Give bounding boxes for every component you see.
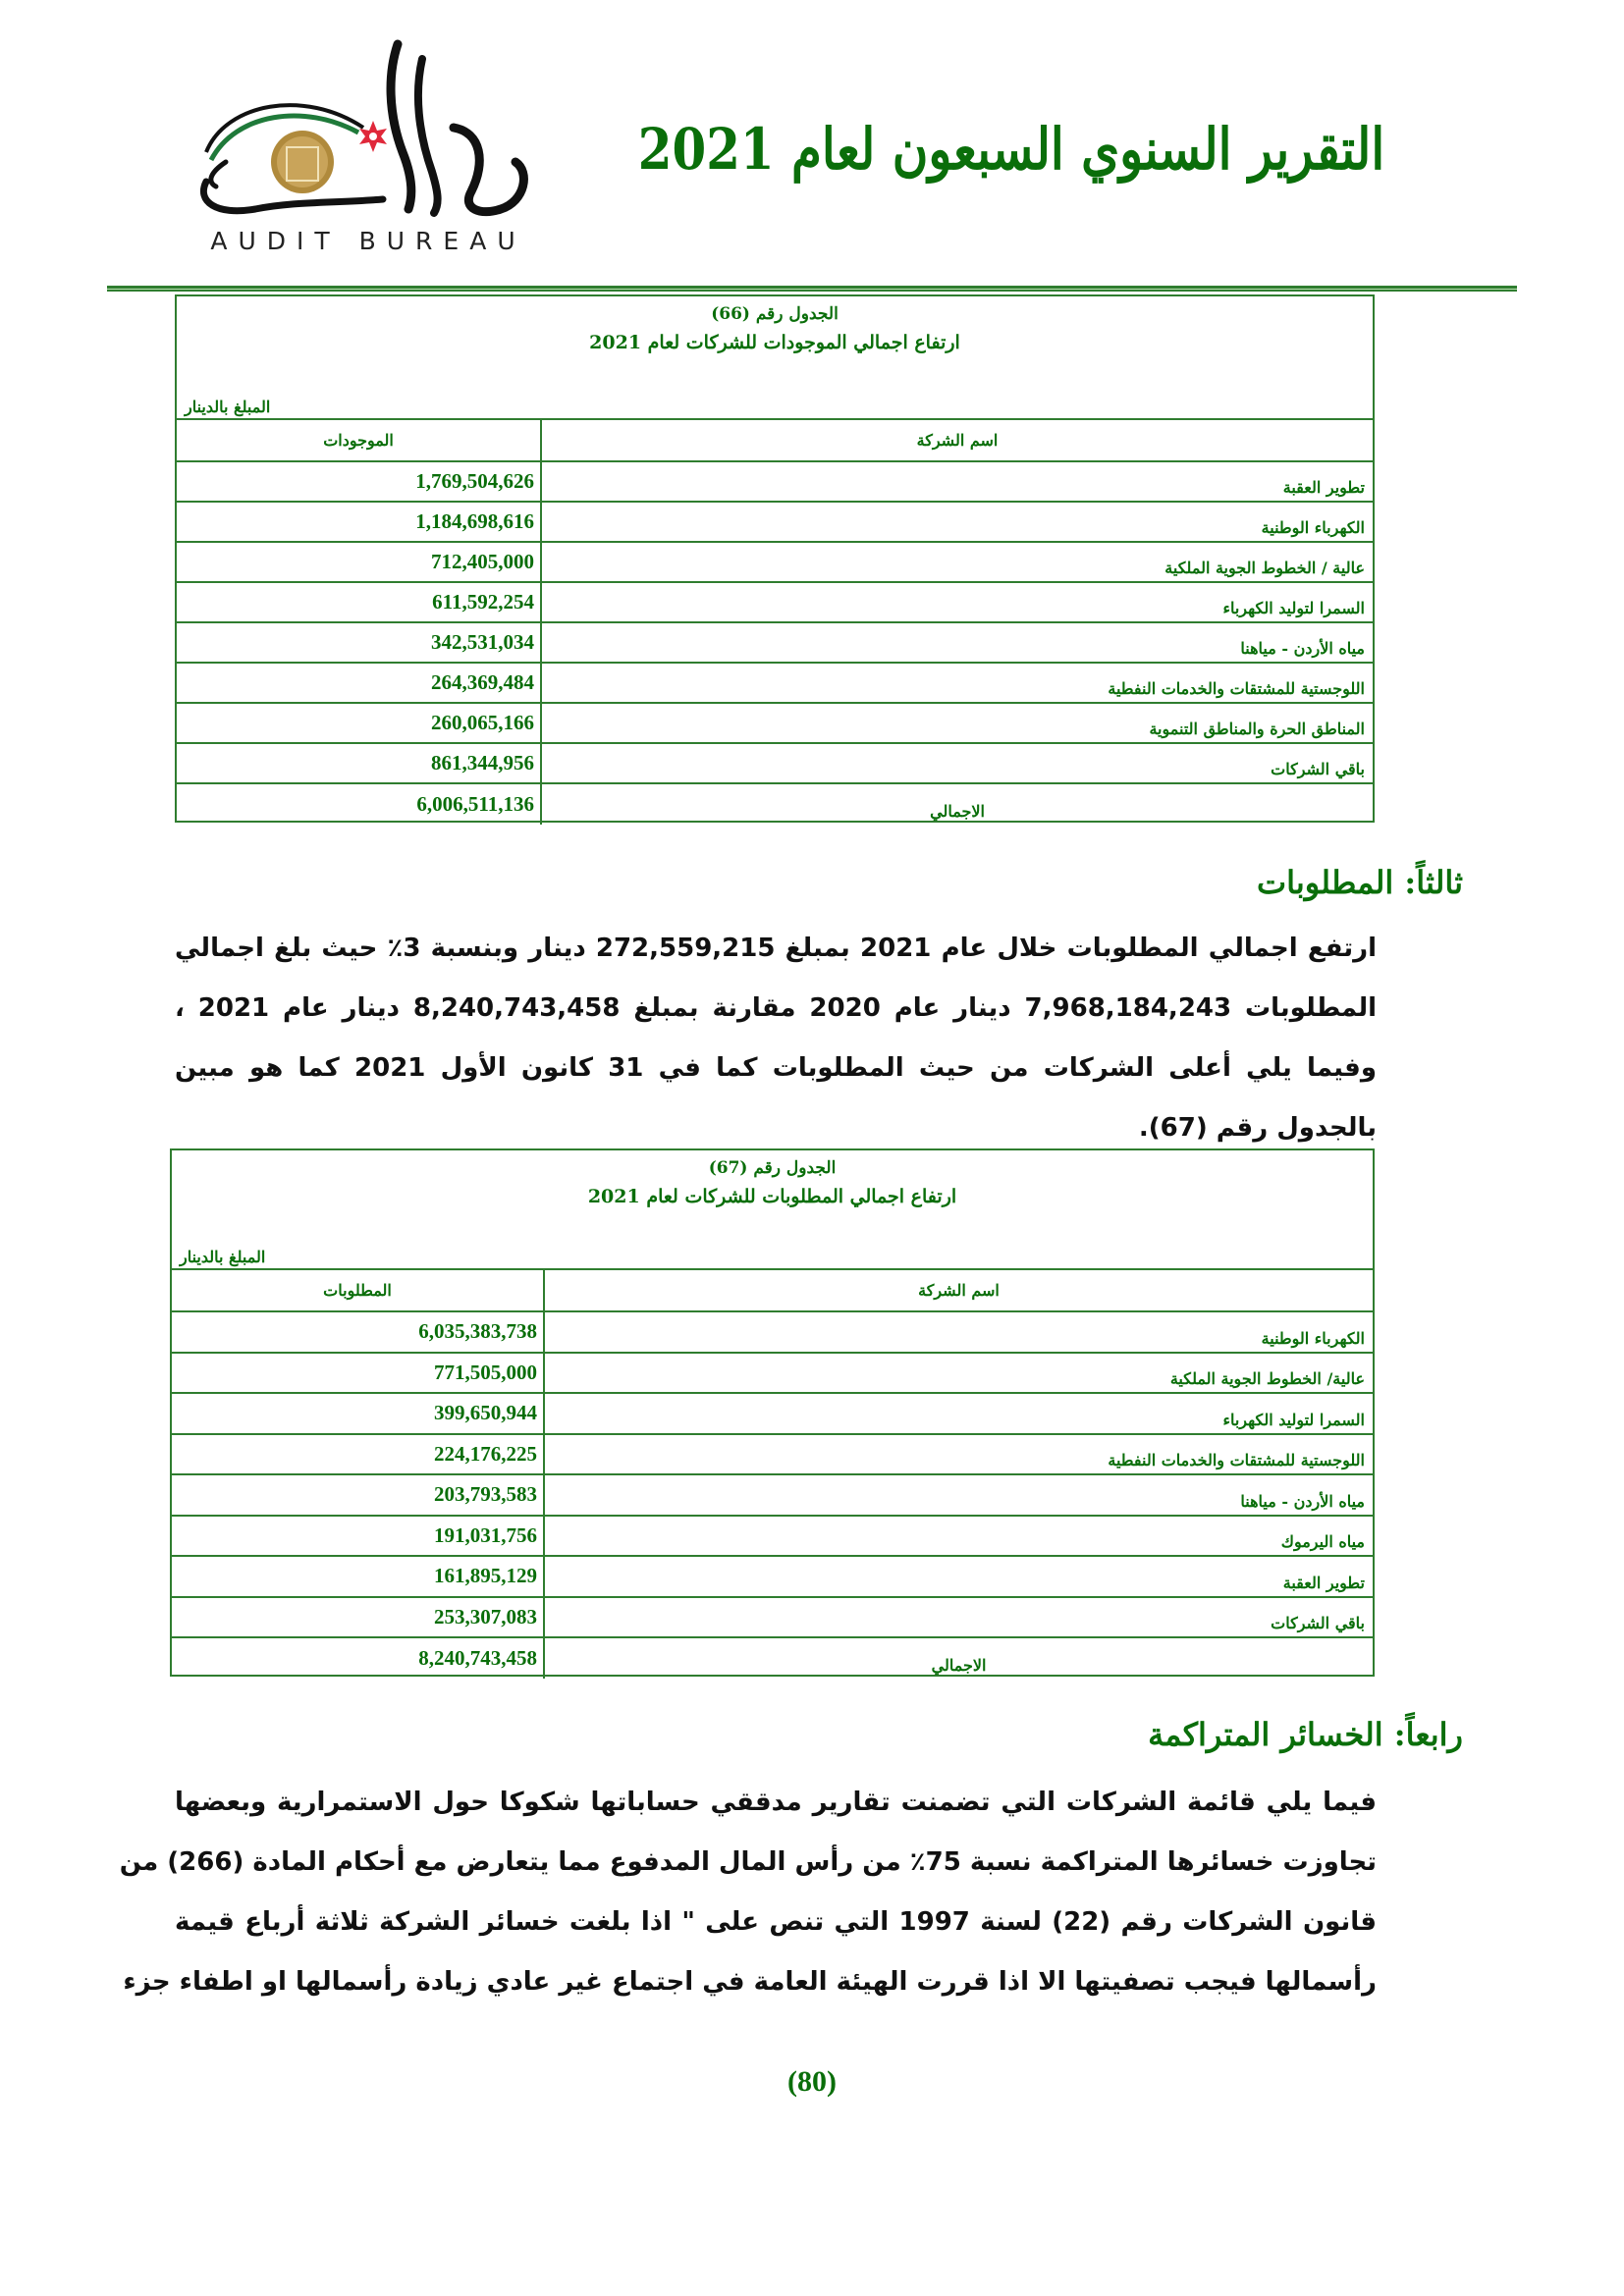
assets-value: 712,405,000: [177, 543, 542, 581]
section-heading-liabilities: ثالثاً: المطلوبات: [1256, 864, 1463, 901]
table-row: [177, 623, 1373, 664]
company-name: باقي الشركات: [1271, 760, 1365, 778]
assets-value: 260,065,166: [177, 704, 542, 742]
liabilities-value: 399,650,944: [172, 1394, 545, 1433]
table-row: [177, 664, 1373, 704]
table-row: [172, 1475, 1373, 1517]
table-67: [170, 1148, 1375, 1677]
paragraph-line: وفيما يلي أعلى الشركات من حيث المطلوبات كما في 31 كانون الأول 2021 كما هو مبين: [175, 1053, 1377, 1083]
table-row: [177, 744, 1373, 784]
company-name: الكهرباء الوطنية: [1261, 518, 1365, 537]
table-unit: المبلغ بالدينار: [185, 398, 271, 416]
total-label: الاجمالي: [930, 802, 985, 821]
table-row: [177, 462, 1373, 503]
column-header-assets: الموجودات: [177, 420, 542, 460]
liabilities-value: 191,031,756: [172, 1517, 545, 1556]
company-name: عالية / الخطوط الجوية الملكية: [1164, 559, 1365, 577]
paragraph-line: بالجدول رقم (67).: [1138, 1113, 1377, 1143]
company-name: مياه الأردن - مياهنا: [1240, 639, 1365, 658]
report-title: التقرير السنوي السبعون لعام 2021: [637, 116, 1384, 183]
company-name: اللوجستية للمشتقات والخدمات النفطية: [1108, 679, 1365, 698]
table-title: ارتفاع اجمالي الموجودات للشركات لعام 2021: [589, 332, 960, 353]
liabilities-value: 161,895,129: [172, 1557, 545, 1596]
paragraph-line: المطلوبات 7,968,184,243 دينار عام 2020 مقارنة بمبلغ 8,240,743,458 دينار عام 2021 ،: [175, 993, 1377, 1023]
assets-value: 861,344,956: [177, 744, 542, 782]
section-heading-accumulated-losses: رابعاً: الخسائر المتراكمة: [1148, 1716, 1463, 1753]
total-label: الاجمالي: [931, 1656, 987, 1675]
page-number: (80): [787, 2065, 837, 2098]
table-row: [172, 1354, 1373, 1395]
table-66-caption: [177, 296, 1373, 420]
paragraph-line: فيما يلي قائمة الشركات التي تضمنت تقارير مدققي حساباتها شكوكا حول الاستمرارية وبعضها: [175, 1788, 1377, 1817]
table-title: ارتفاع اجمالي المطلوبات للشركات لعام 2021: [587, 1186, 957, 1207]
paragraph-line: تجاوزت خسائرها المتراكمة نسبة 75٪ من رأس المال المدفوع مما يتعارض مع أحكام المادة (266) من: [119, 1847, 1377, 1877]
table-row: [177, 583, 1373, 623]
total-value: 6,006,511,136: [177, 784, 542, 825]
logo-emblem-icon: [187, 34, 550, 231]
table-unit: المبلغ بالدينار: [180, 1248, 266, 1266]
accumulated-losses-paragraph: [119, 1773, 1378, 2012]
liabilities-value: 253,307,083: [172, 1598, 545, 1637]
company-name: الكهرباء الوطنية: [1261, 1328, 1365, 1348]
liabilities-value: 6,035,383,738: [172, 1312, 545, 1352]
company-name: المناطق الحرة والمناطق التنموية: [1149, 720, 1365, 738]
column-header-company: اسم الشركة: [916, 431, 999, 450]
table-total-row: [172, 1638, 1373, 1679]
column-header-liabilities: المطلوبات: [172, 1270, 545, 1310]
table-total-row: [177, 784, 1373, 825]
liabilities-value: 771,505,000: [172, 1354, 545, 1393]
company-name: مياه الأردن - مياهنا: [1240, 1491, 1365, 1511]
table-row: [172, 1312, 1373, 1354]
company-name: باقي الشركات: [1271, 1614, 1365, 1632]
table-header-row: [172, 1270, 1373, 1312]
table-row: [177, 704, 1373, 744]
audit-bureau-logo: [187, 34, 550, 255]
company-name: السمرا لتوليد الكهرباء: [1222, 1410, 1365, 1429]
total-value: 8,240,743,458: [172, 1638, 545, 1679]
table-header-row: [177, 420, 1373, 462]
table-row: [172, 1517, 1373, 1558]
table-row: [172, 1394, 1373, 1435]
company-name: السمرا لتوليد الكهرباء: [1222, 599, 1365, 617]
assets-value: 342,531,034: [177, 623, 542, 662]
company-name: اللوجستية للمشتقات والخدمات النفطية: [1108, 1451, 1365, 1469]
table-67-caption: [172, 1150, 1373, 1270]
logo-wordmark: AUDIT BUREAU: [210, 227, 526, 255]
liabilities-value: 224,176,225: [172, 1435, 545, 1474]
paragraph-line: ارتفع اجمالي المطلوبات خلال عام 2021 بمبلغ 272,559,215 دينار وبنسبة 3٪ حيث بلغ اجمالي: [175, 934, 1378, 963]
liabilities-paragraph: [175, 919, 1377, 1158]
assets-value: 264,369,484: [177, 664, 542, 702]
paragraph-line: قانون الشركات رقم (22) لسنة 1997 التي تنص على " اذا بلغت خسائر الشركة ثلاثة أرباع قيمة: [175, 1907, 1378, 1937]
header-divider: [107, 286, 1517, 292]
paragraph-line: رأسمالها فيجب تصفيتها الا اذا قررت الهيئة العامة في اجتماع غير عادي زيادة رأسمالها او اطفاء جزء: [123, 1967, 1377, 1997]
company-name: تطوير العقبة: [1282, 1573, 1365, 1592]
table-row: [177, 543, 1373, 583]
table-row: [172, 1598, 1373, 1639]
table-row: [177, 503, 1373, 543]
table-66: [175, 294, 1375, 823]
table-row: [172, 1435, 1373, 1476]
assets-value: 1,769,504,626: [177, 462, 542, 501]
assets-value: 611,592,254: [177, 583, 542, 621]
liabilities-value: 203,793,583: [172, 1475, 545, 1515]
company-name: مياه اليرموك: [1280, 1532, 1365, 1551]
column-header-company: اسم الشركة: [918, 1281, 1000, 1300]
company-name: تطوير العقبة: [1282, 478, 1365, 497]
assets-value: 1,184,698,616: [177, 503, 542, 541]
company-name: عالية/ الخطوط الجوية الملكية: [1169, 1369, 1365, 1388]
table-number: الجدول رقم (67): [708, 1158, 837, 1178]
table-row: [172, 1557, 1373, 1598]
table-number: الجدول رقم (66): [711, 304, 839, 324]
